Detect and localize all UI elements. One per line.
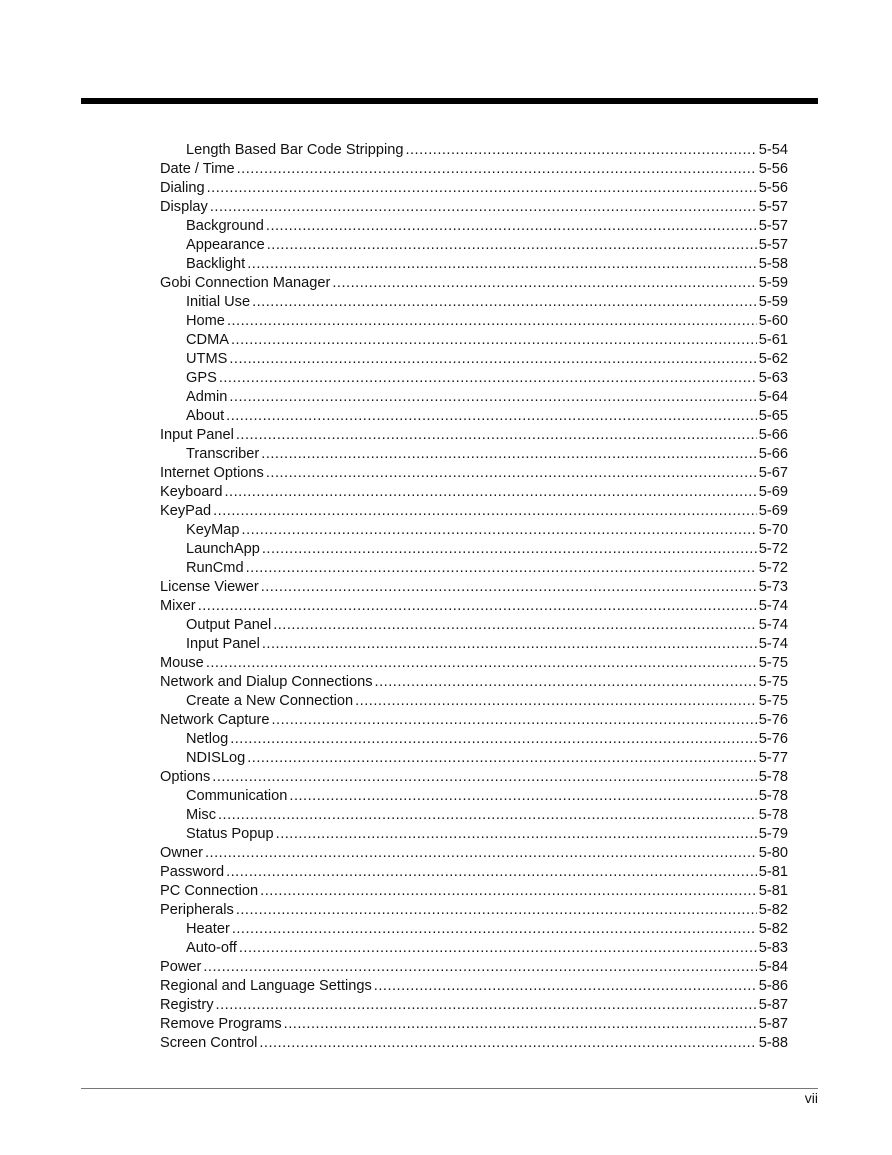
toc-entry[interactable] [160, 407, 788, 426]
toc-entry-page: 5-54 [758, 142, 788, 158]
toc-entry[interactable] [160, 1015, 788, 1034]
toc-entry-title: Date / Time [160, 161, 235, 177]
toc-entry-title: NDISLog [186, 750, 246, 766]
toc-entry-page: 5-59 [758, 275, 788, 291]
toc-entry-page: 5-59 [758, 294, 788, 310]
toc-dot-leader [261, 445, 757, 464]
toc-entry-title: GPS [186, 370, 217, 386]
toc-entry[interactable] [160, 730, 788, 749]
toc-entry-page: 5-56 [758, 180, 788, 196]
page-number: vii [804, 1090, 818, 1106]
toc-entry[interactable] [160, 787, 788, 806]
toc-entry-title: Input Panel [160, 427, 234, 443]
toc-entry[interactable] [160, 996, 788, 1015]
toc-entry[interactable] [160, 958, 788, 977]
toc-dot-leader [267, 236, 757, 255]
toc-entry-page: 5-74 [758, 617, 788, 633]
toc-entry-title: RunCmd [186, 560, 244, 576]
toc-entry-page: 5-84 [758, 959, 788, 975]
toc-dot-leader [246, 559, 757, 578]
toc-entry[interactable] [160, 692, 788, 711]
toc-entry[interactable] [160, 369, 788, 388]
toc-entry-page: 5-64 [758, 389, 788, 405]
toc-entry-page: 5-60 [758, 313, 788, 329]
toc-entry-title: Length Based Bar Code Stripping [186, 142, 404, 158]
toc-dot-leader [405, 141, 756, 160]
toc-entry-page: 5-86 [758, 978, 788, 994]
header-rule [81, 98, 818, 104]
toc-entry-title: Peripherals [160, 902, 234, 918]
toc-entry-title: Keyboard [160, 484, 223, 500]
toc-dot-leader [262, 540, 757, 559]
toc-dot-leader [375, 673, 757, 692]
toc-entry-page: 5-80 [758, 845, 788, 861]
toc-entry-title: Display [160, 199, 208, 215]
toc-entry-page: 5-78 [758, 788, 788, 804]
toc-entry-title: Mixer [160, 598, 196, 614]
table-of-contents [160, 141, 788, 1053]
toc-entry-title: Appearance [186, 237, 265, 253]
toc-entry-title: Owner [160, 845, 203, 861]
toc-entry-page: 5-69 [758, 484, 788, 500]
toc-entry-page: 5-69 [758, 503, 788, 519]
toc-entry[interactable] [160, 521, 788, 540]
toc-entry[interactable] [160, 939, 788, 958]
toc-dot-leader [272, 711, 757, 730]
toc-entry-title: Initial Use [186, 294, 251, 310]
toc-dot-leader [231, 331, 757, 350]
toc-entry-title: Auto-off [186, 940, 237, 956]
toc-entry[interactable] [160, 198, 788, 217]
toc-dot-leader [355, 692, 757, 711]
toc-entry-title: Password [160, 864, 225, 880]
toc-entry-title: Input Panel [186, 636, 260, 652]
toc-dot-leader [239, 939, 757, 958]
toc-entry-page: 5-58 [758, 256, 788, 272]
toc-entry-title: Options [160, 769, 211, 785]
toc-dot-leader [284, 1015, 757, 1034]
toc-entry-page: 5-83 [758, 940, 788, 956]
footer-rule [81, 1088, 818, 1089]
toc-entry[interactable] [160, 293, 788, 312]
toc-entry[interactable] [160, 179, 788, 198]
toc-entry[interactable] [160, 597, 788, 616]
toc-dot-leader [266, 217, 757, 236]
toc-entry-page: 5-57 [758, 237, 788, 253]
toc-entry[interactable] [160, 863, 788, 882]
toc-entry-title: UTMS [186, 351, 228, 367]
toc-entry-title: License Viewer [160, 579, 259, 595]
toc-entry-title: Background [186, 218, 264, 234]
toc-dot-leader [232, 920, 757, 939]
toc-entry[interactable] [160, 274, 788, 293]
toc-entry-title: LaunchApp [186, 541, 260, 557]
toc-dot-leader [237, 160, 757, 179]
toc-entry-title: Gobi Connection Manager [160, 275, 331, 291]
toc-entry-title: Network and Dialup Connections [160, 674, 373, 690]
toc-entry[interactable] [160, 388, 788, 407]
toc-entry-page: 5-67 [758, 465, 788, 481]
toc-entry[interactable] [160, 920, 788, 939]
toc-entry[interactable] [160, 977, 788, 996]
toc-entry-title: Network Capture [160, 712, 270, 728]
toc-entry[interactable] [160, 844, 788, 863]
toc-entry-title: Create a New Connection [186, 693, 354, 709]
toc-entry-page: 5-57 [758, 218, 788, 234]
toc-entry-page: 5-56 [758, 161, 788, 177]
toc-dot-leader [230, 730, 757, 749]
toc-entry[interactable] [160, 217, 788, 236]
toc-dot-leader [332, 274, 756, 293]
toc-entry-page: 5-79 [758, 826, 788, 842]
toc-dot-leader [242, 521, 757, 540]
toc-entry-title: Regional and Language Settings [160, 978, 372, 994]
toc-dot-leader [276, 825, 757, 844]
toc-entry[interactable] [160, 483, 788, 502]
toc-entry-page: 5-76 [758, 731, 788, 747]
toc-entry[interactable] [160, 578, 788, 597]
toc-entry[interactable] [160, 673, 788, 692]
toc-entry-title: PC Connection [160, 883, 259, 899]
toc-entry-title: Backlight [186, 256, 246, 272]
toc-entry-page: 5-75 [758, 693, 788, 709]
toc-entry-page: 5-75 [758, 674, 788, 690]
toc-entry[interactable] [160, 350, 788, 369]
toc-entry-title: Status Popup [186, 826, 274, 842]
toc-entry[interactable] [160, 559, 788, 578]
toc-dot-leader [247, 749, 757, 768]
toc-dot-leader [247, 255, 757, 274]
toc-dot-leader [266, 464, 757, 483]
toc-entry[interactable] [160, 749, 788, 768]
toc-entry-page: 5-74 [758, 598, 788, 614]
toc-entry-page: 5-72 [758, 560, 788, 576]
toc-dot-leader [207, 179, 757, 198]
toc-entry-title: Dialing [160, 180, 205, 196]
toc-entry-title: Registry [160, 997, 214, 1013]
toc-entry-page: 5-73 [758, 579, 788, 595]
toc-dot-leader [224, 483, 756, 502]
toc-entry-title: Transcriber [186, 446, 260, 462]
toc-entry[interactable] [160, 635, 788, 654]
toc-dot-leader [229, 350, 756, 369]
toc-entry-page: 5-66 [758, 427, 788, 443]
toc-dot-leader [219, 369, 757, 388]
toc-dot-leader [236, 901, 757, 920]
toc-entry[interactable] [160, 160, 788, 179]
toc-entry[interactable] [160, 882, 788, 901]
toc-entry-page: 5-88 [758, 1035, 788, 1051]
toc-dot-leader [213, 502, 757, 521]
toc-entry-title: Power [160, 959, 202, 975]
toc-dot-leader [218, 806, 757, 825]
toc-dot-leader [226, 407, 757, 426]
toc-dot-leader [198, 597, 757, 616]
toc-entry[interactable] [160, 502, 788, 521]
toc-entry-title: Screen Control [160, 1035, 258, 1051]
toc-entry-page: 5-78 [758, 769, 788, 785]
toc-entry[interactable] [160, 540, 788, 559]
toc-entry-page: 5-82 [758, 921, 788, 937]
toc-entry-page: 5-75 [758, 655, 788, 671]
toc-entry-page: 5-76 [758, 712, 788, 728]
toc-entry[interactable] [160, 331, 788, 350]
toc-entry[interactable] [160, 768, 788, 787]
toc-entry-page: 5-81 [758, 864, 788, 880]
toc-dot-leader [289, 787, 756, 806]
toc-entry-page: 5-87 [758, 1016, 788, 1032]
toc-entry[interactable] [160, 141, 788, 160]
toc-entry-page: 5-87 [758, 997, 788, 1013]
toc-entry-page: 5-81 [758, 883, 788, 899]
toc-entry-title: Internet Options [160, 465, 264, 481]
toc-dot-leader [227, 312, 757, 331]
toc-dot-leader [273, 616, 757, 635]
toc-dot-leader [236, 426, 757, 445]
toc-entry[interactable] [160, 654, 788, 673]
toc-entry-page: 5-78 [758, 807, 788, 823]
toc-entry-title: Mouse [160, 655, 204, 671]
toc-entry[interactable] [160, 825, 788, 844]
toc-dot-leader [260, 882, 757, 901]
toc-dot-leader [212, 768, 756, 787]
toc-entry-title: Output Panel [186, 617, 272, 633]
toc-entry[interactable] [160, 616, 788, 635]
toc-dot-leader [252, 293, 757, 312]
toc-entry-page: 5-74 [758, 636, 788, 652]
toc-entry[interactable] [160, 464, 788, 483]
toc-dot-leader [205, 844, 757, 863]
toc-entry-title: Misc [186, 807, 216, 823]
toc-entry[interactable] [160, 255, 788, 274]
toc-dot-leader [261, 578, 757, 597]
toc-entry-page: 5-72 [758, 541, 788, 557]
toc-dot-leader [210, 198, 757, 217]
toc-entry-title: KeyPad [160, 503, 212, 519]
toc-entry-title: CDMA [186, 332, 229, 348]
toc-dot-leader [203, 958, 756, 977]
toc-dot-leader [226, 863, 757, 882]
toc-entry-title: Heater [186, 921, 230, 937]
toc-entry-page: 5-82 [758, 902, 788, 918]
toc-entry-page: 5-62 [758, 351, 788, 367]
toc-dot-leader [229, 388, 756, 407]
toc-entry[interactable] [160, 711, 788, 730]
toc-entry-page: 5-70 [758, 522, 788, 538]
toc-entry-title: Netlog [186, 731, 229, 747]
toc-entry-title: KeyMap [186, 522, 240, 538]
toc-entry[interactable] [160, 426, 788, 445]
toc-entry-page: 5-66 [758, 446, 788, 462]
toc-entry[interactable] [160, 1034, 788, 1053]
toc-entry-page: 5-57 [758, 199, 788, 215]
toc-entry[interactable] [160, 312, 788, 331]
toc-entry-page: 5-77 [758, 750, 788, 766]
toc-entry-title: Admin [186, 389, 228, 405]
toc-dot-leader [374, 977, 757, 996]
toc-entry[interactable] [160, 901, 788, 920]
toc-dot-leader [259, 1034, 756, 1053]
toc-entry[interactable] [160, 806, 788, 825]
toc-entry[interactable] [160, 236, 788, 255]
toc-dot-leader [216, 996, 757, 1015]
toc-entry[interactable] [160, 445, 788, 464]
toc-entry-title: About [186, 408, 225, 424]
toc-dot-leader [206, 654, 757, 673]
toc-entry-page: 5-63 [758, 370, 788, 386]
toc-entry-page: 5-65 [758, 408, 788, 424]
toc-entry-title: Remove Programs [160, 1016, 282, 1032]
toc-entry-title: Home [186, 313, 225, 329]
toc-dot-leader [262, 635, 757, 654]
toc-entry-page: 5-61 [758, 332, 788, 348]
toc-entry-title: Communication [186, 788, 288, 804]
